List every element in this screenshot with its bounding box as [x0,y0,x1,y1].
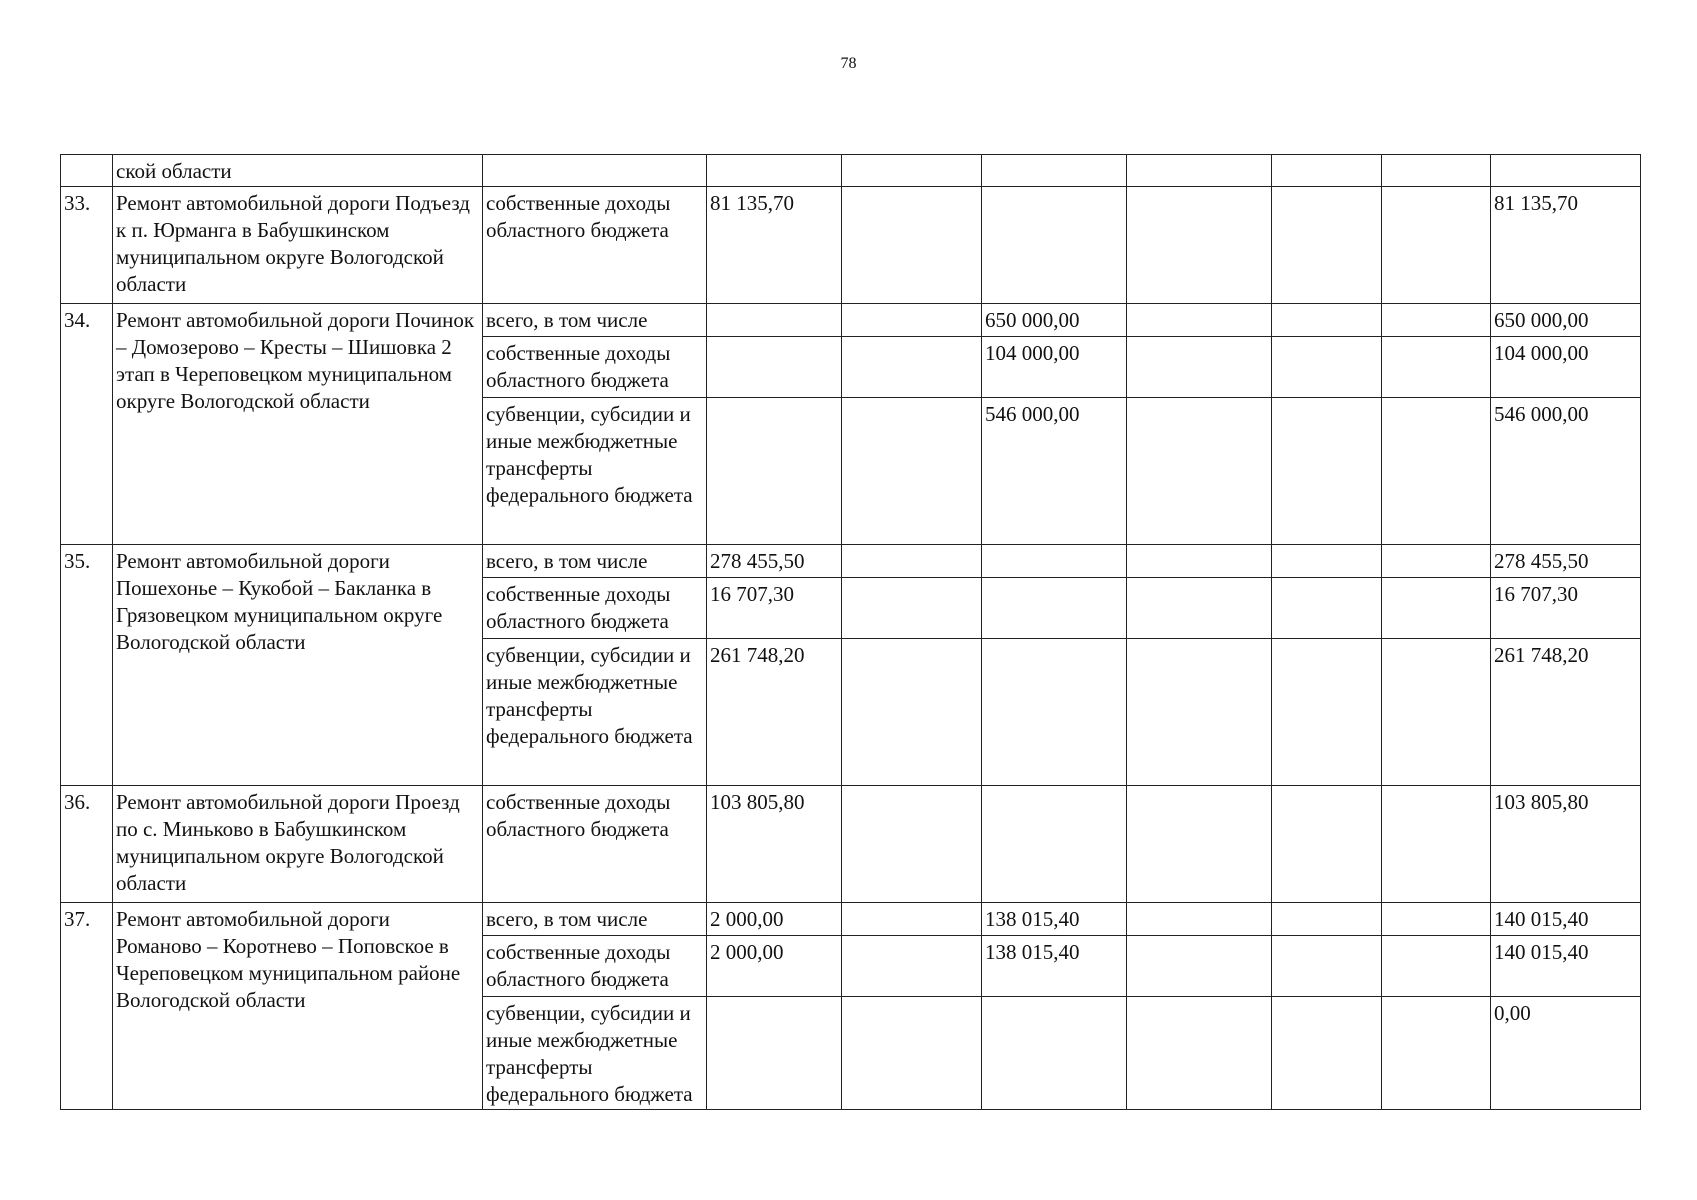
funding-source-cell: собственные доходы областного бюджета [483,936,707,997]
object-name-cell: Ремонт автомобильной дороги Починок – Домозерово – Кресты – Шишовка 2 этап в Череповецком муниципальном округе Вологодской области [113,304,483,545]
value-cell [982,786,1127,903]
value-cell [842,936,982,997]
value-cell [1382,337,1491,398]
value-cell [1272,903,1382,936]
value-cell [842,155,982,187]
table-row [61,187,1641,304]
value-cell [1382,578,1491,639]
table-row [61,545,1641,578]
value-cell [1127,903,1272,936]
total-cell: 278 455,50 [1491,545,1641,578]
value-cell [1272,639,1382,786]
value-cell [842,304,982,337]
value-cell [982,578,1127,639]
value-cell [1272,578,1382,639]
object-name-cell: ской области [113,155,483,187]
value-cell: 546 000,00 [982,398,1127,545]
value-cell [842,639,982,786]
row-number-cell [61,155,113,187]
funding-source-cell: субвенции, субсидии и иные межбюджетные трансферты федерального бюджета [483,997,707,1110]
page-number: 78 [840,55,857,72]
value-cell [1272,997,1382,1110]
value-cell: 261 748,20 [707,639,842,786]
funding-source-cell: всего, в том числе [483,545,707,578]
funding-source-cell: собственные доходы областного бюджета [483,786,707,903]
total-cell: 140 015,40 [1491,936,1641,997]
funding-source-cell: всего, в том числе [483,304,707,337]
value-cell [1127,304,1272,337]
value-cell [842,903,982,936]
value-cell [842,578,982,639]
budget-table [60,154,1641,1110]
total-cell: 0,00 [1491,997,1641,1110]
value-cell [1127,786,1272,903]
value-cell: 2 000,00 [707,936,842,997]
total-cell: 81 135,70 [1491,187,1641,304]
value-cell [1127,639,1272,786]
value-cell: 138 015,40 [982,936,1127,997]
value-cell [1382,786,1491,903]
value-cell [707,997,842,1110]
value-cell [1272,545,1382,578]
value-cell: 103 805,80 [707,786,842,903]
total-cell [1491,155,1641,187]
table-row [61,903,1641,936]
value-cell [842,398,982,545]
total-cell: 104 000,00 [1491,337,1641,398]
value-cell: 2 000,00 [707,903,842,936]
value-cell: 650 000,00 [982,304,1127,337]
value-cell: 16 707,30 [707,578,842,639]
object-name-cell: Ремонт автомобильной дороги Подъезд к п. Юрманга в Бабушкинском муниципальном округе Вологодской области [113,187,483,304]
value-cell [1272,304,1382,337]
value-cell [1127,187,1272,304]
value-cell [707,337,842,398]
total-cell: 261 748,20 [1491,639,1641,786]
value-cell [982,545,1127,578]
total-cell: 546 000,00 [1491,398,1641,545]
total-cell: 650 000,00 [1491,304,1641,337]
value-cell [982,639,1127,786]
value-cell [1382,155,1491,187]
value-cell [1127,578,1272,639]
row-number-cell: 33. [61,187,113,304]
value-cell [1382,997,1491,1110]
value-cell [707,155,842,187]
total-cell: 140 015,40 [1491,903,1641,936]
funding-source-cell: собственные доходы областного бюджета [483,337,707,398]
value-cell [1382,304,1491,337]
row-number-cell: 35. [61,545,113,786]
value-cell [1127,337,1272,398]
table-row [61,304,1641,337]
value-cell [842,337,982,398]
value-cell [1127,155,1272,187]
total-cell: 16 707,30 [1491,578,1641,639]
object-name-cell: Ремонт автомобильной дороги Пошехонье – Кукобой – Бакланка в Грязовецком муниципальном округе Вологодской области [113,545,483,786]
value-cell [842,545,982,578]
value-cell [1382,903,1491,936]
funding-source-cell: всего, в том числе [483,903,707,936]
value-cell [1127,997,1272,1110]
table-row [61,786,1641,903]
value-cell: 278 455,50 [707,545,842,578]
funding-source-cell: субвенции, субсидии и иные межбюджетные трансферты федерального бюджета [483,639,707,786]
value-cell [1272,337,1382,398]
value-cell [1127,936,1272,997]
funding-source-cell: собственные доходы областного бюджета [483,578,707,639]
value-cell [982,187,1127,304]
value-cell [1272,187,1382,304]
total-cell: 103 805,80 [1491,786,1641,903]
value-cell [707,398,842,545]
row-number-cell: 37. [61,903,113,1110]
table-row [61,155,1641,187]
value-cell [1272,936,1382,997]
value-cell [1382,187,1491,304]
value-cell [1127,545,1272,578]
funding-source-cell: субвенции, субсидии и иные межбюджетные трансферты федерального бюджета [483,398,707,545]
value-cell [707,304,842,337]
row-number-cell: 36. [61,786,113,903]
value-cell [1127,398,1272,545]
value-cell: 104 000,00 [982,337,1127,398]
funding-source-cell [483,155,707,187]
value-cell [982,997,1127,1110]
value-cell [1272,786,1382,903]
value-cell [1272,398,1382,545]
value-cell: 81 135,70 [707,187,842,304]
value-cell [842,187,982,304]
value-cell [1382,936,1491,997]
row-number-cell: 34. [61,304,113,545]
funding-source-cell: собственные доходы областного бюджета [483,187,707,304]
value-cell [1382,398,1491,545]
value-cell [1382,639,1491,786]
object-name-cell: Ремонт автомобильной дороги Романово – Коротнево – Поповское в Череповецком муниципальном районе Вологодской области [113,903,483,1110]
object-name-cell: Ремонт автомобильной дороги Проезд по с. Миньково в Бабушкинском муниципальном округе Вологодской области [113,786,483,903]
value-cell [1272,155,1382,187]
value-cell [842,786,982,903]
value-cell: 138 015,40 [982,903,1127,936]
value-cell [1382,545,1491,578]
value-cell [842,997,982,1110]
value-cell [982,155,1127,187]
